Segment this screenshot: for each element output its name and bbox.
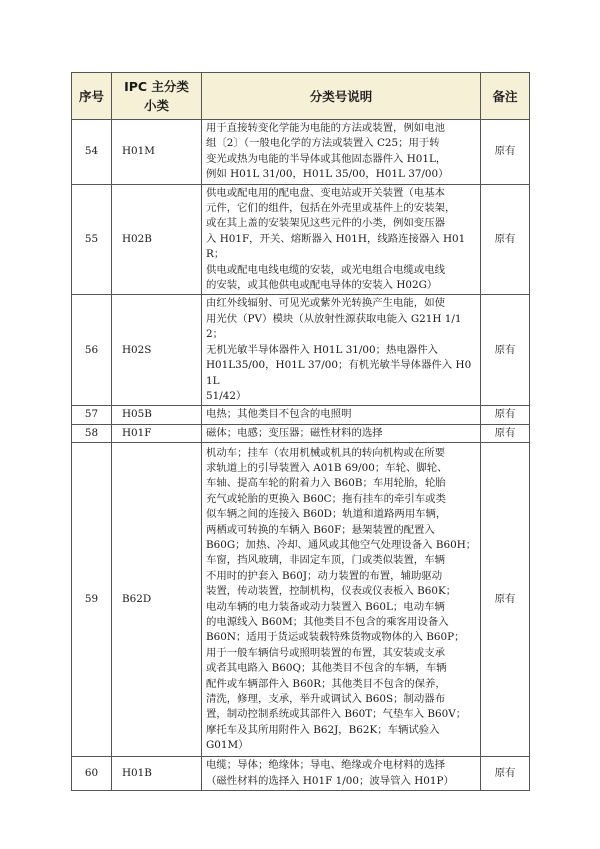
row-ipc-code: H01B bbox=[112, 757, 202, 791]
table-header-row bbox=[72, 73, 530, 120]
table-row bbox=[72, 295, 530, 406]
row-index: 56 bbox=[72, 295, 112, 406]
table-row bbox=[72, 424, 530, 442]
table-row bbox=[72, 443, 530, 757]
header-ipc-main-class: IPC 主分类 小类 bbox=[112, 73, 202, 120]
row-description: 电热；其他类目不包含的电照明 bbox=[202, 406, 481, 424]
row-remark: 原有 bbox=[481, 184, 530, 295]
row-ipc-code: H01M bbox=[112, 120, 202, 185]
row-remark: 原有 bbox=[481, 295, 530, 406]
table-row bbox=[72, 184, 530, 295]
row-index: 55 bbox=[72, 184, 112, 295]
row-ipc-code: H02B bbox=[112, 184, 202, 295]
row-description: 电缆；导体；绝缘体；导电、绝缘或介电材料的选择 （磁性材料的选择入 H01F 1/00；波导管入 H01P） bbox=[202, 757, 481, 791]
row-index: 54 bbox=[72, 120, 112, 185]
row-index: 57 bbox=[72, 406, 112, 424]
table-row bbox=[72, 120, 530, 185]
table-row bbox=[72, 757, 530, 791]
row-index: 58 bbox=[72, 424, 112, 442]
row-index: 59 bbox=[72, 443, 112, 757]
row-remark: 原有 bbox=[481, 120, 530, 185]
row-description: 由红外线辐射、可见光或紫外光转换产生电能，如使 用光伏（PV）模块（从放射性源获取电能入 G21H 1/12； 无机光敏半导体器件入 H01L 31/00；热电器件入 H01L35/00，H01L 37/00；有机光敏半导体器件入 H01L 51/42） bbox=[202, 295, 481, 406]
header-description: 分类号说明 bbox=[202, 73, 481, 120]
table-row bbox=[72, 406, 530, 424]
row-ipc-code: B62D bbox=[112, 443, 202, 757]
row-description: 磁体；电感；变压器；磁性材料的选择 bbox=[202, 424, 481, 442]
row-ipc-code: H01F bbox=[112, 424, 202, 442]
ipc-classification-table bbox=[71, 72, 530, 791]
row-description: 用于直接转变化学能为电能的方法或装置，例如电池 组〔2〕（一般电化学的方法或装置入 C25；用于转 变光或热为电能的半导体或其他固态器件入 H01L， 例如 H01L 31/00，H01L 35/00，H01L 37/00） bbox=[202, 120, 481, 185]
row-remark: 原有 bbox=[481, 757, 530, 791]
header-index: 序号 bbox=[72, 73, 112, 120]
row-remark: 原有 bbox=[481, 424, 530, 442]
row-ipc-code: H02S bbox=[112, 295, 202, 406]
row-index: 60 bbox=[72, 757, 112, 791]
header-remark: 备注 bbox=[481, 73, 530, 120]
row-remark: 原有 bbox=[481, 406, 530, 424]
row-description: 机动车；挂车（农用机械或机具的转向机构或在所要 求轨道上的引导装置入 A01B 69/00；车轮、脚轮、 车轴、提高车轮的附着力入 B60B；车用轮胎，轮胎 充气或轮胎的更换入 B60C；拖有挂车的牵引车或类 似车辆之间的连接入 B60D；轨道和道路两用车辆， 两栖或可转换的车辆入 B60F；悬架装置的配置入 B60G；加热、冷却、通风或其他空气处理设备入 B60H； 车窗，挡风玻璃，非固定车顶，门或类似装置，车辆 不用时的护套入 B60J；动力装置的布置，辅助驱动 装置，传动装置，控制机构，仪表或仪表板入 B60K； 电动车辆的电力装备或动力装置入 B60L；电动车辆 的电源线入 B60M；其他类目不包含的乘客用设备入 B60N；适用于货运或装载特殊货物或物体的入 B60P； 用于一般车辆信号或照明装置的布置，其安装或支承 或者其电路入 B60Q；其他类目不包含的车辆，车辆 配件或车辆部件入 B60R；其他类目不包含的保养， 清洗，修理，支承，举升或调试入 B60S；制动器布 置，制动控制系统或其部件入 B60T；气垫车入 B60V； 摩托车及其所用附件入 B62J，B62K；车辆试验入 G01M） bbox=[202, 443, 481, 757]
row-ipc-code: H05B bbox=[112, 406, 202, 424]
row-description: 供电或配电用的配电盘、变电站或开关装置（电基本 元件，它们的组件，包括在外壳里或基件上的安装架， 或在其上盖的安装架见这些元件的小类，例如变压器 入 H01F，开关、熔断器入 H01H，线路连接器入 H01R； 供电或配电电线电缆的安装，或光电组合电缆或电线 的安装，或其他供电或配电导体的安装入 H02G） bbox=[202, 184, 481, 295]
row-remark: 原有 bbox=[481, 443, 530, 757]
